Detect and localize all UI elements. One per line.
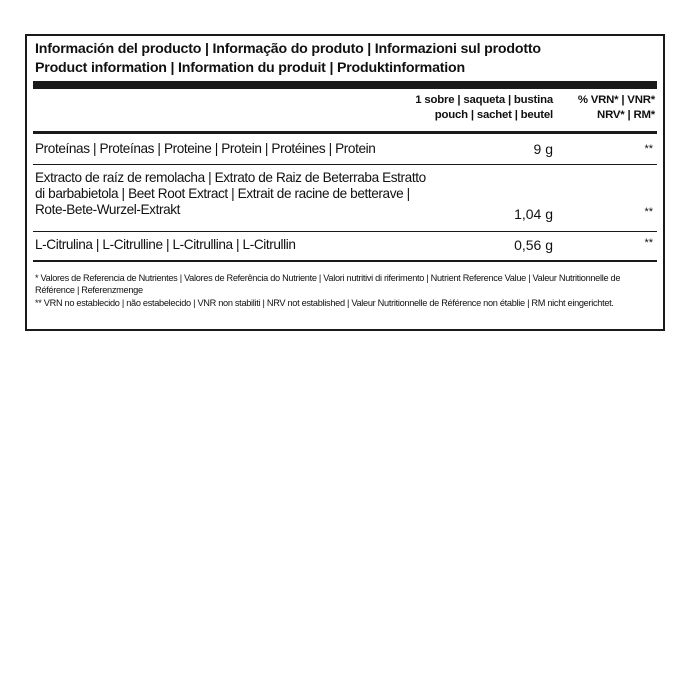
footnote-not-established: ** VRN no establecido | não estabelecido | VNR non stabiliti | NRV not established | Valeur Nutritionnelle de Référence non établie | RM nicht eingerichtet. [35,297,614,308]
nutrient-nrv: ** [644,143,653,155]
table-row-beet-root-extract [35,170,655,226]
nutrient-name: L-Citrulina | L-Citrulline | L-Citrullina | L-Citrullin [35,237,296,252]
nrv-header-line-2: NRV* | RM* [597,109,655,121]
header-title-line-1: Información del producto | Informação do produto | Informazioni sul prodotto [35,41,541,57]
serving-header-line-2: pouch | sachet | beutel [434,109,553,121]
footnotes [35,272,655,309]
nutrient-nrv: ** [644,237,653,249]
nutrient-amount: 1,04 g [514,206,553,222]
row-divider [33,164,657,165]
serving-column-header [415,93,553,123]
panel-header [35,40,655,78]
nutrient-name: Extracto de raíz de remolacha | Extrato de Raiz de Beterraba Estratto di barbabietola | Beet Root Extract | Extrait de racine de betterave | Rote-Bete-Wurzel-Extrakt [35,170,426,217]
column-header-divider [33,131,657,134]
table-row-l-citrulline [35,237,655,255]
nrv-column-header [578,93,655,123]
nutrient-nrv: ** [644,206,653,218]
product-information-panel [25,34,665,331]
serving-header-line-1: 1 sobre | saqueta | bustina [415,94,553,106]
nrv-header-line-1: % VRN* | VNR* [577,94,655,106]
nutrient-name: Proteínas | Proteínas | Proteine | Protein | Protéines | Protein [35,141,376,156]
nutrient-amount: 9 g [533,141,553,157]
header-divider [33,81,657,89]
nutrient-amount: 0,56 g [514,237,553,253]
header-title-line-2: Product information | Information du produit | Produktinformation [35,60,465,76]
table-row-protein [35,141,655,159]
footnote-nrv-definition: * Valores de Referencia de Nutrientes | Valores de Referência do Nutriente | Valori nutritivi di riferimento | Nutrient Reference Value | Valeur Nutritionnelle de Référence | Referenzmenge [35,273,621,296]
table-bottom-divider [33,260,657,262]
row-divider [33,231,657,232]
